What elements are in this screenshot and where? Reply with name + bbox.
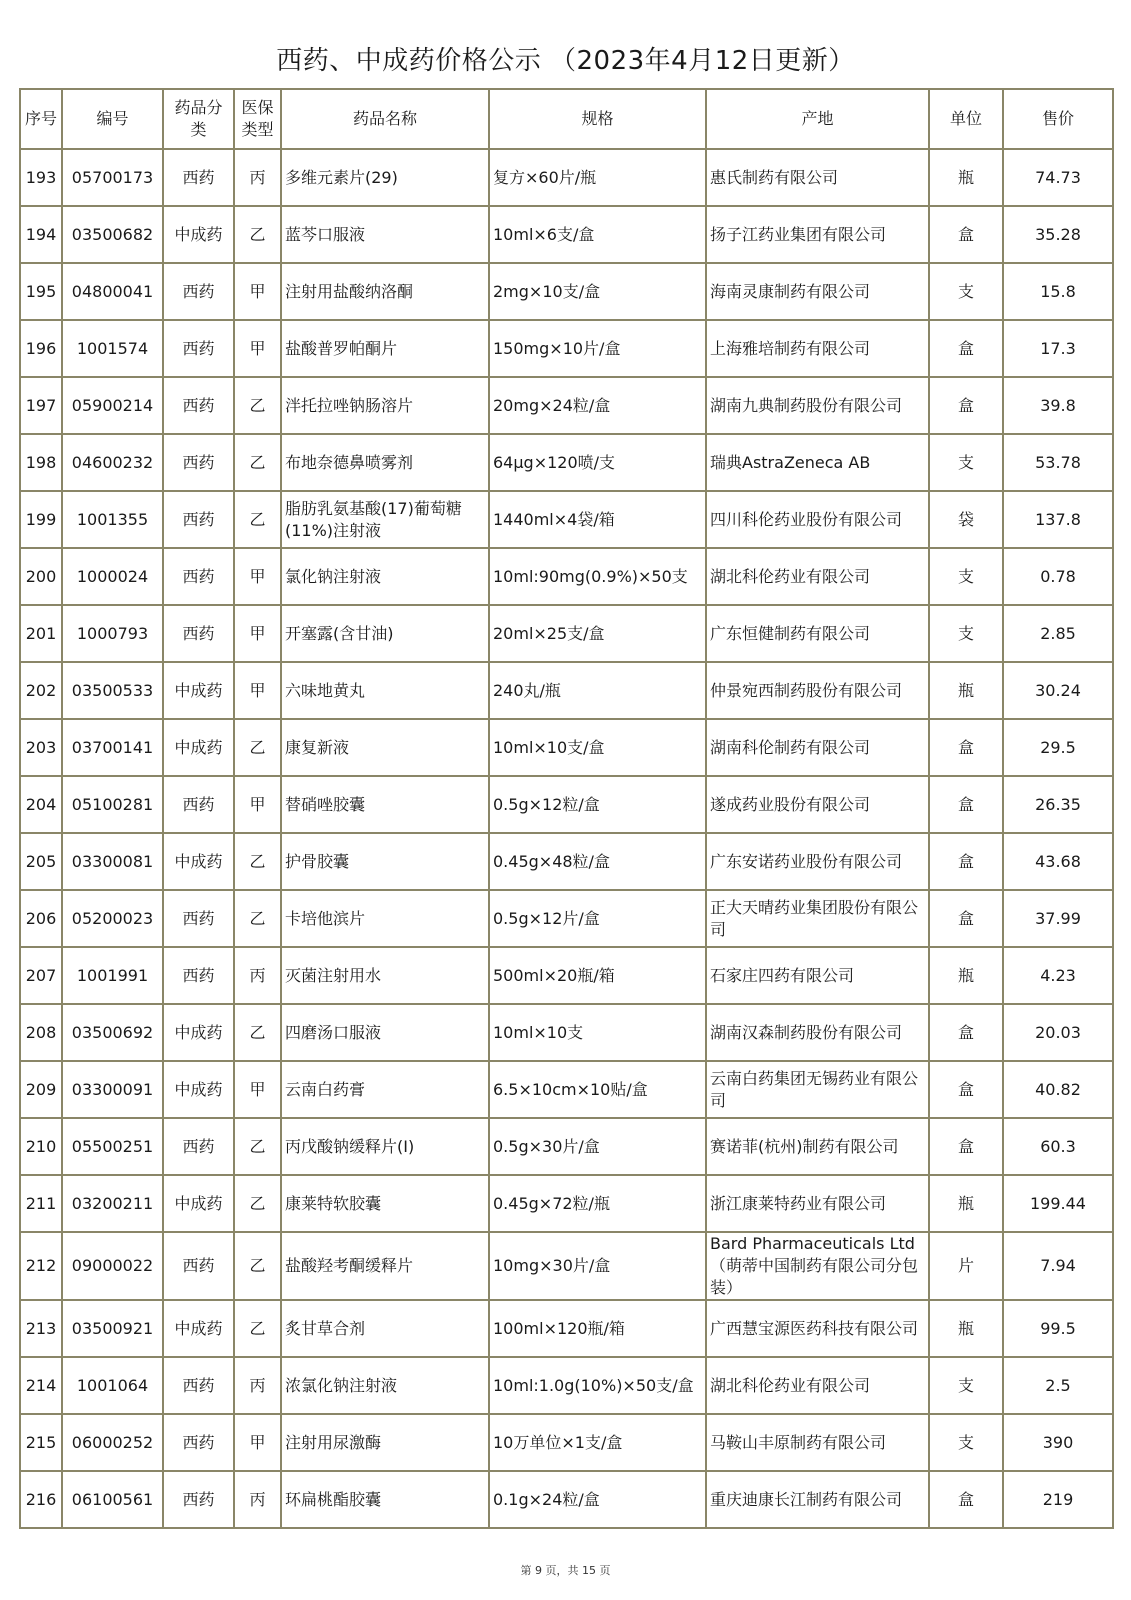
cell-insurance: 丙 xyxy=(234,149,281,206)
cell-seq: 203 xyxy=(20,719,62,776)
cell-insurance: 乙 xyxy=(234,1232,281,1300)
cell-spec: 10ml:90mg(0.9%)×50支 xyxy=(489,548,706,605)
cell-insurance: 丙 xyxy=(234,947,281,1004)
cell-origin: 马鞍山丰原制药有限公司 xyxy=(706,1414,929,1471)
table-row xyxy=(20,890,1113,947)
cell-category: 西药 xyxy=(163,491,234,548)
cell-spec: 10万单位×1支/盒 xyxy=(489,1414,706,1471)
cell-seq: 193 xyxy=(20,149,62,206)
cell-drug-name: 护骨胶囊 xyxy=(281,833,489,890)
table-row xyxy=(20,149,1113,206)
cell-insurance: 甲 xyxy=(234,662,281,719)
cell-unit: 片 xyxy=(929,1232,1003,1300)
table-header-row xyxy=(20,89,1113,149)
table-row xyxy=(20,1414,1113,1471)
cell-code: 09000022 xyxy=(62,1232,163,1300)
header-unit: 单位 xyxy=(929,89,1003,149)
cell-spec: 10ml:1.0g(10%)×50支/盒 xyxy=(489,1357,706,1414)
cell-category: 西药 xyxy=(163,605,234,662)
cell-price: 40.82 xyxy=(1003,1061,1113,1118)
cell-category: 西药 xyxy=(163,1118,234,1175)
price-table xyxy=(19,88,1114,1529)
cell-origin: 瑞典AstraZeneca AB xyxy=(706,434,929,491)
cell-drug-name: 开塞露(含甘油) xyxy=(281,605,489,662)
cell-spec: 10ml×10支/盒 xyxy=(489,719,706,776)
cell-price: 53.78 xyxy=(1003,434,1113,491)
cell-drug-name: 云南白药膏 xyxy=(281,1061,489,1118)
cell-origin: 广东恒健制药有限公司 xyxy=(706,605,929,662)
cell-spec: 150mg×10片/盒 xyxy=(489,320,706,377)
cell-unit: 支 xyxy=(929,1357,1003,1414)
cell-origin: 赛诺菲(杭州)制药有限公司 xyxy=(706,1118,929,1175)
cell-category: 西药 xyxy=(163,377,234,434)
cell-code: 05200023 xyxy=(62,890,163,947)
cell-insurance: 甲 xyxy=(234,605,281,662)
cell-seq: 215 xyxy=(20,1414,62,1471)
cell-origin: 上海雅培制药有限公司 xyxy=(706,320,929,377)
cell-origin: 扬子江药业集团有限公司 xyxy=(706,206,929,263)
cell-insurance: 乙 xyxy=(234,833,281,890)
cell-seq: 210 xyxy=(20,1118,62,1175)
cell-unit: 盒 xyxy=(929,1471,1003,1528)
cell-drug-name: 炙甘草合剂 xyxy=(281,1300,489,1357)
cell-insurance: 乙 xyxy=(234,1004,281,1061)
cell-category: 西药 xyxy=(163,1357,234,1414)
header-code: 编号 xyxy=(62,89,163,149)
cell-spec: 0.45g×48粒/盒 xyxy=(489,833,706,890)
cell-drug-name: 灭菌注射用水 xyxy=(281,947,489,1004)
cell-unit: 瓶 xyxy=(929,947,1003,1004)
cell-unit: 支 xyxy=(929,605,1003,662)
cell-code: 1001064 xyxy=(62,1357,163,1414)
cell-category: 中成药 xyxy=(163,206,234,263)
cell-insurance: 乙 xyxy=(234,434,281,491)
cell-code: 1001991 xyxy=(62,947,163,1004)
cell-price: 17.3 xyxy=(1003,320,1113,377)
cell-code: 05900214 xyxy=(62,377,163,434)
cell-unit: 袋 xyxy=(929,491,1003,548)
header-insurance: 医保类型 xyxy=(234,89,281,149)
header-origin: 产地 xyxy=(706,89,929,149)
cell-insurance: 甲 xyxy=(234,1061,281,1118)
cell-category: 西药 xyxy=(163,149,234,206)
cell-seq: 208 xyxy=(20,1004,62,1061)
cell-spec: 6.5×10cm×10贴/盒 xyxy=(489,1061,706,1118)
cell-category: 中成药 xyxy=(163,662,234,719)
table-row xyxy=(20,1061,1113,1118)
cell-category: 中成药 xyxy=(163,719,234,776)
cell-drug-name: 卡培他滨片 xyxy=(281,890,489,947)
cell-origin: 湖南汉森制药股份有限公司 xyxy=(706,1004,929,1061)
cell-insurance: 丙 xyxy=(234,1357,281,1414)
table-row xyxy=(20,206,1113,263)
cell-price: 137.8 xyxy=(1003,491,1113,548)
table-row xyxy=(20,491,1113,548)
cell-spec: 2mg×10支/盒 xyxy=(489,263,706,320)
cell-insurance: 乙 xyxy=(234,206,281,263)
cell-price: 60.3 xyxy=(1003,1118,1113,1175)
cell-code: 03500533 xyxy=(62,662,163,719)
cell-seq: 212 xyxy=(20,1232,62,1300)
cell-price: 199.44 xyxy=(1003,1175,1113,1232)
cell-category: 西药 xyxy=(163,890,234,947)
cell-origin: 湖北科伦药业有限公司 xyxy=(706,1357,929,1414)
cell-unit: 盒 xyxy=(929,719,1003,776)
cell-unit: 瓶 xyxy=(929,1175,1003,1232)
cell-code: 1000024 xyxy=(62,548,163,605)
cell-origin: 云南白药集团无锡药业有限公司 xyxy=(706,1061,929,1118)
cell-drug-name: 浓氯化钠注射液 xyxy=(281,1357,489,1414)
table-row xyxy=(20,605,1113,662)
cell-drug-name: 注射用盐酸纳洛酮 xyxy=(281,263,489,320)
cell-price: 30.24 xyxy=(1003,662,1113,719)
cell-code: 03300081 xyxy=(62,833,163,890)
cell-unit: 支 xyxy=(929,263,1003,320)
cell-drug-name: 盐酸普罗帕酮片 xyxy=(281,320,489,377)
cell-spec: 10ml×10支 xyxy=(489,1004,706,1061)
cell-drug-name: 氯化钠注射液 xyxy=(281,548,489,605)
cell-price: 43.68 xyxy=(1003,833,1113,890)
table-row xyxy=(20,1004,1113,1061)
cell-unit: 瓶 xyxy=(929,149,1003,206)
table-row xyxy=(20,1300,1113,1357)
cell-seq: 207 xyxy=(20,947,62,1004)
cell-seq: 196 xyxy=(20,320,62,377)
cell-unit: 盒 xyxy=(929,1004,1003,1061)
cell-seq: 204 xyxy=(20,776,62,833)
page-title: 西药、中成药价格公示 （2023年4月12日更新） xyxy=(276,46,855,76)
cell-code: 05700173 xyxy=(62,149,163,206)
cell-drug-name: 布地奈德鼻喷雾剂 xyxy=(281,434,489,491)
cell-seq: 201 xyxy=(20,605,62,662)
cell-drug-name: 康复新液 xyxy=(281,719,489,776)
cell-spec: 500ml×20瓶/箱 xyxy=(489,947,706,1004)
cell-price: 99.5 xyxy=(1003,1300,1113,1357)
cell-origin: 广东安诺药业股份有限公司 xyxy=(706,833,929,890)
cell-insurance: 乙 xyxy=(234,491,281,548)
cell-origin: 湖南科伦制药有限公司 xyxy=(706,719,929,776)
cell-unit: 盒 xyxy=(929,833,1003,890)
cell-spec: 20ml×25支/盒 xyxy=(489,605,706,662)
cell-origin: 湖北科伦药业有限公司 xyxy=(706,548,929,605)
cell-insurance: 甲 xyxy=(234,776,281,833)
cell-insurance: 甲 xyxy=(234,320,281,377)
cell-category: 中成药 xyxy=(163,833,234,890)
cell-code: 03500692 xyxy=(62,1004,163,1061)
cell-drug-name: 多维元素片(29) xyxy=(281,149,489,206)
cell-category: 西药 xyxy=(163,947,234,1004)
cell-seq: 205 xyxy=(20,833,62,890)
table-row xyxy=(20,320,1113,377)
table-row xyxy=(20,947,1113,1004)
cell-unit: 盒 xyxy=(929,776,1003,833)
cell-origin: 四川科伦药业股份有限公司 xyxy=(706,491,929,548)
cell-drug-name: 四磨汤口服液 xyxy=(281,1004,489,1061)
cell-code: 05500251 xyxy=(62,1118,163,1175)
cell-seq: 200 xyxy=(20,548,62,605)
table-row xyxy=(20,719,1113,776)
table-row xyxy=(20,662,1113,719)
cell-category: 西药 xyxy=(163,1414,234,1471)
cell-code: 1000793 xyxy=(62,605,163,662)
cell-code: 04600232 xyxy=(62,434,163,491)
cell-drug-name: 康莱特软胶囊 xyxy=(281,1175,489,1232)
cell-origin: 遂成药业股份有限公司 xyxy=(706,776,929,833)
table-body xyxy=(20,149,1113,1528)
cell-code: 03200211 xyxy=(62,1175,163,1232)
header-category: 药品分类 xyxy=(163,89,234,149)
cell-category: 中成药 xyxy=(163,1175,234,1232)
cell-unit: 盒 xyxy=(929,377,1003,434)
cell-price: 0.78 xyxy=(1003,548,1113,605)
cell-seq: 198 xyxy=(20,434,62,491)
cell-seq: 202 xyxy=(20,662,62,719)
cell-price: 39.8 xyxy=(1003,377,1113,434)
page-footer: 第 9 页，共 15 页 xyxy=(520,1564,611,1577)
cell-spec: 20mg×24粒/盒 xyxy=(489,377,706,434)
table-row xyxy=(20,1357,1113,1414)
cell-unit: 盒 xyxy=(929,1061,1003,1118)
cell-seq: 197 xyxy=(20,377,62,434)
cell-code: 05100281 xyxy=(62,776,163,833)
cell-origin: 重庆迪康长江制药有限公司 xyxy=(706,1471,929,1528)
cell-seq: 206 xyxy=(20,890,62,947)
cell-spec: 0.5g×12片/盒 xyxy=(489,890,706,947)
cell-code: 06000252 xyxy=(62,1414,163,1471)
cell-insurance: 甲 xyxy=(234,548,281,605)
cell-unit: 支 xyxy=(929,548,1003,605)
cell-category: 西药 xyxy=(163,434,234,491)
cell-category: 西药 xyxy=(163,776,234,833)
cell-unit: 支 xyxy=(929,434,1003,491)
cell-category: 西药 xyxy=(163,320,234,377)
cell-seq: 199 xyxy=(20,491,62,548)
cell-spec: 240丸/瓶 xyxy=(489,662,706,719)
table-row xyxy=(20,776,1113,833)
cell-unit: 瓶 xyxy=(929,1300,1003,1357)
cell-unit: 盒 xyxy=(929,206,1003,263)
cell-category: 西药 xyxy=(163,263,234,320)
cell-drug-name: 丙戊酸钠缓释片(Ⅰ) xyxy=(281,1118,489,1175)
cell-spec: 0.5g×30片/盒 xyxy=(489,1118,706,1175)
cell-origin: 惠氏制药有限公司 xyxy=(706,149,929,206)
cell-category: 西药 xyxy=(163,1232,234,1300)
cell-seq: 194 xyxy=(20,206,62,263)
cell-seq: 214 xyxy=(20,1357,62,1414)
cell-code: 03700141 xyxy=(62,719,163,776)
cell-code: 03300091 xyxy=(62,1061,163,1118)
table-row xyxy=(20,1471,1113,1528)
cell-origin: 广西慧宝源医药科技有限公司 xyxy=(706,1300,929,1357)
cell-drug-name: 六味地黄丸 xyxy=(281,662,489,719)
cell-unit: 瓶 xyxy=(929,662,1003,719)
cell-price: 37.99 xyxy=(1003,890,1113,947)
cell-price: 15.8 xyxy=(1003,263,1113,320)
cell-category: 西药 xyxy=(163,1471,234,1528)
table-row xyxy=(20,1175,1113,1232)
cell-price: 390 xyxy=(1003,1414,1113,1471)
cell-seq: 195 xyxy=(20,263,62,320)
table-row xyxy=(20,1118,1113,1175)
cell-spec: 1440ml×4袋/箱 xyxy=(489,491,706,548)
header-price: 售价 xyxy=(1003,89,1113,149)
cell-insurance: 乙 xyxy=(234,1118,281,1175)
cell-insurance: 丙 xyxy=(234,1471,281,1528)
cell-origin: 仲景宛西制药股份有限公司 xyxy=(706,662,929,719)
cell-code: 03500921 xyxy=(62,1300,163,1357)
cell-price: 35.28 xyxy=(1003,206,1113,263)
cell-spec: 0.5g×12粒/盒 xyxy=(489,776,706,833)
cell-price: 2.85 xyxy=(1003,605,1113,662)
table-row xyxy=(20,263,1113,320)
table-row xyxy=(20,1232,1113,1300)
cell-code: 1001574 xyxy=(62,320,163,377)
cell-spec: 0.45g×72粒/瓶 xyxy=(489,1175,706,1232)
cell-price: 4.23 xyxy=(1003,947,1113,1004)
cell-price: 29.5 xyxy=(1003,719,1113,776)
cell-spec: 10mg×30片/盒 xyxy=(489,1232,706,1300)
cell-insurance: 乙 xyxy=(234,719,281,776)
cell-drug-name: 替硝唑胶囊 xyxy=(281,776,489,833)
cell-insurance: 乙 xyxy=(234,1175,281,1232)
cell-price: 219 xyxy=(1003,1471,1113,1528)
table-row xyxy=(20,833,1113,890)
cell-price: 74.73 xyxy=(1003,149,1113,206)
cell-insurance: 甲 xyxy=(234,1414,281,1471)
cell-drug-name: 蓝芩口服液 xyxy=(281,206,489,263)
cell-insurance: 乙 xyxy=(234,377,281,434)
cell-seq: 213 xyxy=(20,1300,62,1357)
cell-drug-name: 脂肪乳氨基酸(17)葡萄糖(11%)注射液 xyxy=(281,491,489,548)
cell-insurance: 乙 xyxy=(234,1300,281,1357)
cell-unit: 支 xyxy=(929,1414,1003,1471)
cell-seq: 211 xyxy=(20,1175,62,1232)
cell-drug-name: 泮托拉唑钠肠溶片 xyxy=(281,377,489,434)
cell-code: 1001355 xyxy=(62,491,163,548)
cell-unit: 盒 xyxy=(929,320,1003,377)
cell-spec: 0.1g×24粒/盒 xyxy=(489,1471,706,1528)
cell-category: 西药 xyxy=(163,548,234,605)
cell-spec: 100ml×120瓶/箱 xyxy=(489,1300,706,1357)
cell-origin: 浙江康莱特药业有限公司 xyxy=(706,1175,929,1232)
cell-seq: 216 xyxy=(20,1471,62,1528)
table-row xyxy=(20,434,1113,491)
cell-price: 20.03 xyxy=(1003,1004,1113,1061)
cell-category: 中成药 xyxy=(163,1004,234,1061)
cell-spec: 10ml×6支/盒 xyxy=(489,206,706,263)
cell-insurance: 甲 xyxy=(234,263,281,320)
cell-category: 中成药 xyxy=(163,1300,234,1357)
cell-origin: 海南灵康制药有限公司 xyxy=(706,263,929,320)
cell-code: 06100561 xyxy=(62,1471,163,1528)
cell-code: 03500682 xyxy=(62,206,163,263)
header-spec: 规格 xyxy=(489,89,706,149)
cell-spec: 复方×60片/瓶 xyxy=(489,149,706,206)
cell-spec: 64μg×120喷/支 xyxy=(489,434,706,491)
cell-origin: 石家庄四药有限公司 xyxy=(706,947,929,1004)
cell-category: 中成药 xyxy=(163,1061,234,1118)
table-row xyxy=(20,548,1113,605)
cell-unit: 盒 xyxy=(929,890,1003,947)
table-row xyxy=(20,377,1113,434)
cell-code: 04800041 xyxy=(62,263,163,320)
cell-origin: Bard Pharmaceuticals Ltd（萌蒂中国制药有限公司分包装） xyxy=(706,1232,929,1300)
cell-price: 2.5 xyxy=(1003,1357,1113,1414)
cell-drug-name: 环扁桃酯胶囊 xyxy=(281,1471,489,1528)
cell-unit: 盒 xyxy=(929,1118,1003,1175)
header-seq: 序号 xyxy=(20,89,62,149)
cell-drug-name: 盐酸羟考酮缓释片 xyxy=(281,1232,489,1300)
cell-price: 26.35 xyxy=(1003,776,1113,833)
cell-drug-name: 注射用尿激酶 xyxy=(281,1414,489,1471)
cell-origin: 湖南九典制药股份有限公司 xyxy=(706,377,929,434)
cell-seq: 209 xyxy=(20,1061,62,1118)
header-name: 药品名称 xyxy=(281,89,489,149)
cell-price: 7.94 xyxy=(1003,1232,1113,1300)
cell-origin: 正大天晴药业集团股份有限公司 xyxy=(706,890,929,947)
cell-insurance: 乙 xyxy=(234,890,281,947)
